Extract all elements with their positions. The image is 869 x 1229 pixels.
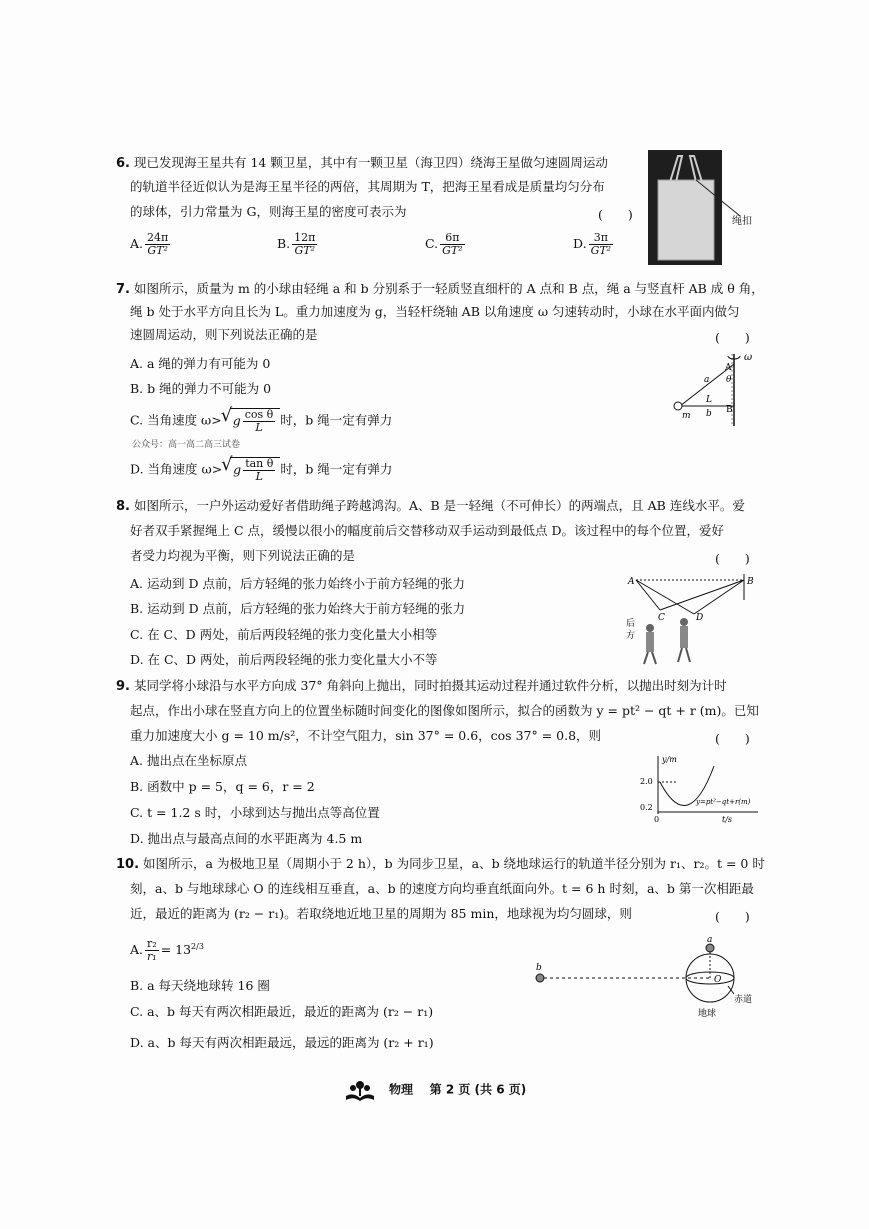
rope-a-label: a bbox=[704, 375, 710, 385]
graph-function-label: y=pt²−qt+r(m) bbox=[696, 798, 751, 806]
q8-line3: 者受力均视为平衡，则下列说法正确的是 bbox=[130, 548, 356, 563]
q6-option-a[interactable]: A. $\frac{24\pi}{\text{GT²}}$ bbox=[130, 231, 169, 257]
footer-subject: 物理 bbox=[388, 1082, 413, 1097]
q7-line1: 7. 如图所示，质量为 m 的小球由轻绳 a 和 b 分别系于一轻质竖直细杆的 A 点和 B 点，绳 a 与竖直杆 AB 成 θ 角， bbox=[116, 281, 764, 297]
q10-option-a[interactable]: A. $\frac{\text{r₂}}{\text{r₁}}$ = $13^{2/3}$ bbox=[130, 937, 204, 963]
q8-answer-paren[interactable]: ( ) bbox=[715, 551, 750, 566]
q7-line3: 速圆周运动，则下列说法正确的是 bbox=[130, 327, 318, 342]
knot-label: 绳扣 bbox=[732, 216, 752, 227]
q10-line2: 刻，a、b 与地球球心 O 的连线相互垂直，a、b 的速度方向均垂直纸面向外。t = 6 h 时刻，a、b 第一次相距最 bbox=[130, 881, 754, 896]
q8-option-c[interactable]: C. 在 C、D 两处，前后两段轻绳的张力变化量大小相等 bbox=[130, 627, 438, 642]
earth-label: 地球 bbox=[698, 1009, 717, 1019]
point-a-label: A bbox=[725, 363, 732, 373]
length-l-label: L bbox=[706, 395, 712, 405]
graph-tick-02: 0.2 bbox=[640, 803, 653, 812]
q7-rod-figure bbox=[668, 350, 758, 430]
point-b-label: B bbox=[747, 577, 754, 587]
q9-line1: 9. 某同学将小球沿与水平方向成 37° 角斜向上抛出，同时拍摄其运动过程并通过软件分析，以抛出时刻为计时 bbox=[116, 678, 727, 694]
q6-option-c[interactable]: C. $\frac{6\pi}{\text{GT²}}$ bbox=[425, 231, 463, 257]
q10-orbit-figure bbox=[530, 936, 760, 1026]
q10-option-c[interactable]: C. a、b 每天有两次相距最近，最近的距离为 (r₂ − r₁) bbox=[130, 1004, 434, 1019]
q9-option-a[interactable]: A. 抛出点在坐标原点 bbox=[130, 753, 247, 768]
rope-b-label: b bbox=[706, 409, 712, 419]
q6-line3: 的球体，引力常量为 G，则海王星的密度可表示为 bbox=[130, 204, 407, 219]
q6-bag-figure bbox=[648, 150, 758, 265]
q8-line1: 8. 如图所示，一户外运动爱好者借助绳子跨越鸿沟。A、B 是一轻绳（不可伸长）的两端点，且 AB 连线水平。爱 bbox=[116, 498, 745, 514]
q10-line3: 近，最近的距离为 (r₂ − r₁)。若取绕地近地卫星的周期为 85 min，地球视为均匀圆球，则 bbox=[130, 906, 632, 921]
q6-line1: 6. 现已发现海王星共有 14 颗卫星，其中有一颗卫星（海卫四）绕海王星做匀速圆周运动 bbox=[116, 155, 608, 171]
omega-label: ω bbox=[744, 352, 753, 363]
point-c-label: C bbox=[658, 613, 665, 623]
graph-tick-2: 2.0 bbox=[640, 777, 653, 786]
q8-rope-figure bbox=[620, 570, 760, 665]
mass-label: m bbox=[682, 411, 691, 421]
graph-y-label: y/m bbox=[662, 755, 677, 764]
q10-answer-paren[interactable]: ( ) bbox=[715, 909, 750, 924]
graph-x-label: t/s bbox=[722, 815, 733, 824]
center-o-label: O bbox=[714, 975, 722, 985]
point-b-label: B bbox=[726, 405, 733, 415]
q9-option-d[interactable]: D. 抛出点与最高点间的水平距离为 4.5 m bbox=[130, 831, 363, 846]
q6-option-b[interactable]: B. $\frac{12\pi}{\text{GT²}}$ bbox=[277, 231, 316, 257]
back-label-2: 方 bbox=[626, 631, 636, 641]
q8-line2: 好者双手紧握绳上 C 点，缓慢以很小的幅度前后交替移动双手运动到最低点 D。该过程中的每个位置，爱好 bbox=[130, 523, 725, 538]
q10-option-b[interactable]: B. a 每天绕地球转 16 圈 bbox=[130, 978, 270, 993]
q9-graph-figure bbox=[636, 752, 760, 824]
q6-option-d[interactable]: D. $\frac{3\pi}{\text{GT²}}$ bbox=[573, 231, 612, 257]
point-d-label: D bbox=[696, 613, 704, 623]
q9-line2: 起点，作出小球在竖直方向上的位置坐标随时间变化的图像如图所示，拟合的函数为 y = pt² − qt + r (m)。已知 bbox=[130, 703, 759, 718]
q6-answer-paren[interactable]: ( ) bbox=[598, 207, 633, 222]
theta-label: θ bbox=[726, 375, 732, 385]
q7-option-b[interactable]: B. b 绳的弹力不可能为 0 bbox=[130, 381, 272, 396]
q7-line2: 绳 b 处于水平方向且长为 L。重力加速度为 g，当轻杆绕轴 AB 以角速度 ω 匀速转动时，小球在水平面内做匀 bbox=[130, 304, 740, 319]
point-a-label: A bbox=[628, 577, 635, 587]
bag-image bbox=[648, 150, 758, 265]
back-label-1: 后 bbox=[626, 619, 636, 629]
q9-answer-paren[interactable]: ( ) bbox=[715, 731, 750, 746]
equator-label: 赤道 bbox=[734, 995, 753, 1005]
tree-book-logo-icon bbox=[343, 1078, 377, 1102]
footer-page-number: 第 2 页 (共 6 页) bbox=[429, 1082, 527, 1097]
q7-option-a[interactable]: A. a 绳的弹力有可能为 0 bbox=[130, 356, 271, 371]
q10-option-d[interactable]: D. a、b 每天有两次相距最远，最远的距离为 (r₂ + r₁) bbox=[130, 1035, 434, 1050]
q7-answer-paren[interactable]: ( ) bbox=[715, 330, 750, 345]
q9-option-c[interactable]: C. t = 1.2 s 时，小球到达与抛出点等高位置 bbox=[130, 805, 380, 820]
graph-origin: 0 bbox=[654, 815, 660, 824]
q9-line3: 重力加速度大小 g = 10 m/s²，不计空气阻力，sin 37° = 0.6，cos 37° = 0.8，则 bbox=[130, 728, 602, 743]
q8-option-d[interactable]: D. 在 C、D 两处，前后两段轻绳的张力变化量大小不等 bbox=[130, 652, 438, 667]
satellite-a-label: a bbox=[707, 936, 713, 945]
q6-line2: 的轨道半径近似认为是海王星半径的两倍，其周期为 T，把海王星看成是质量均匀分布 bbox=[130, 179, 605, 194]
satellite-b-label: b bbox=[536, 963, 542, 973]
q8-option-a[interactable]: A. 运动到 D 点前，后方轻绳的张力始终小于前方轻绳的张力 bbox=[130, 576, 465, 591]
q10-line1: 10. 如图所示，a 为极地卫星（周期小于 2 h），b 为同步卫星，a、b 绕地球运行的轨道半径分别为 r₁、r₂。t = 0 时 bbox=[116, 856, 765, 872]
q7-option-d[interactable]: D. 当角速度 ω>√ g $\frac{\text{tan θ}}{L}$ 时，b 绳一定有弹力 bbox=[130, 457, 392, 483]
watermark-text: 公众号：高一高二高三试卷 bbox=[132, 440, 241, 450]
page-footer bbox=[0, 1078, 869, 1102]
q8-option-b[interactable]: B. 运动到 D 点前，后方轻绳的张力始终大于前方轻绳的张力 bbox=[130, 601, 466, 616]
q9-option-b[interactable]: B. 函数中 p = 5，q = 6，r = 2 bbox=[130, 779, 315, 794]
q7-option-c[interactable]: C. 当角速度 ω>√ g $\frac{\text{cos θ}}{L}$ 时，b 绳一定有弹力 bbox=[130, 408, 392, 434]
